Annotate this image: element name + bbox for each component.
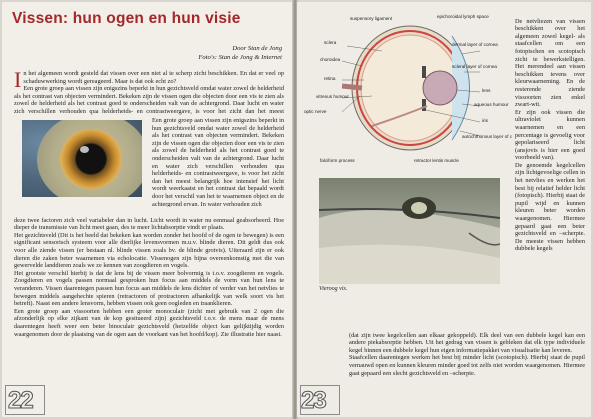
optic-nerve-shape xyxy=(342,86,362,88)
text-beside-photo xyxy=(152,117,284,207)
anatomy-svg xyxy=(302,6,512,166)
drop-cap: I xyxy=(14,70,22,92)
right-page xyxy=(297,2,591,417)
eye-glint xyxy=(80,146,89,153)
paragraph-beside-photo: Een grote groep aan vissen zijn enigszins beperkt in hun gezichtsveld omdat water zowel de helderheid als het contrast van objecten vermindert. Bekeken zijn de vissen ogen die objecten door een vis te zien als zowel de helderheid als het contrast goed te onderscheiden valt van de achtergrond. Daar lucht en water zich verschillen verhouden qua helderheids- en contrastweergave, is voor het zicht dan het meest belangrijk hoe intensief het licht wordt weerkaatst en het contrast dat bepaald wordt door het verschil van het te waarnemen object en de achtergrond ervan. In water verhouden zich xyxy=(152,117,284,207)
iris-lower xyxy=(422,99,426,111)
article-title: Vissen: hun ogen en hun visie xyxy=(12,10,241,27)
label-aqueous: aqueous humour xyxy=(474,102,509,107)
label-scleral-layer: scleral layer of cornea xyxy=(452,64,497,69)
eye-iris xyxy=(60,129,122,189)
four-eyed-fish-photo xyxy=(319,178,500,284)
fish-eye-photo xyxy=(22,120,142,197)
fish-eye-glint xyxy=(411,202,427,214)
page-number-left: 22 xyxy=(8,387,33,414)
label-autochthonous: autochthonous layer of c xyxy=(462,134,512,139)
lens-shape xyxy=(423,71,457,105)
label-suspensory-ligament: suspensory ligament xyxy=(350,16,393,21)
label-retractor: retractor lentis muscle xyxy=(414,158,459,163)
body-paragraphs: deze twee factoren zich veel variabeler dan in lucht. Licht wordt in water nu eenmaal geabsorbeerd. Hoe dieper de transmissie van licht meet gaan, des te meer lichtabsorptie vindt er plaats. Het gezichtsveld (Dit is het beeld dat bekeken kan worden zonder het hoofd of de ogen te bewegen) is een significant sensorisch systeem voor alle dierlijke levensvormen m.u.v. blinde dieren. Dit geldt dus ook voor alle ziende vissen (er bestaan nl. blinde vissen zoals bv. de blinde grotvis). Uiteraard zijn er ook dieren die zaken beter waarnemen via echolocatie. Vissenogen zijn bijna overeenkomstig met die van gewervelde landdieren zoals we ze kennen van zoogdieren en vogels. Het grootste verschil hierbij is dat de lens bij de vissen meer bolvormig is t.o.v. zoogdieren en vogels. Zoogdieren en vogels passen normaal gesproken hun focus aan middels de vorm van hun lens te veranderen. Vissen daarentegen passen hun focus aan middels de lens dichter of verder van het netvlies te bewegen middels aangehechte spieren (retractoren of protractoren afhankelijk van welk soort vis het betreft). Naast een andere lensvorm, hebben vissen ook geen oogleden en traanklieren. Een grote groep aan vissoorten hebben een groter monoculair (zicht met gebruik van 2 ogen die afzonderlijk op elke zijkant van de kop gesitueerd zijn) gezichtsveld t.o.v. de mens maar de mens daarentegen heeft weer een beter binoculair gezichtsveld (hetzelfde object kan gelijktijdig worden waargenomen door de plaatsing van de ogen aan de voorkant van het hoofd/kop). Zie illustratie hier naast. xyxy=(14,216,284,338)
author-byline: Door Stan de Jong xyxy=(232,45,282,52)
label-sclera: sclera xyxy=(324,40,337,45)
intro-paragraph-continued: Een grote groep aan vissen zijn enigszins beperkt in hun gezichtsveld omdat water zowel de helderheid als het contrast van objecten vermindert. Bekeken zijn de vissen ogen die objecten door een vis te zien als zowel de helderheid als het contrast goed te onderscheiden valt van de achtergrond. Daar lucht en water zich verschillen verhouden qua helderheids- en contrastweergave, is voor het zicht dan het meest xyxy=(14,85,284,115)
label-dermal-layer: dermal layer of cornea xyxy=(452,42,498,47)
right-column-paragraphs: De netvliezen van vissen beschikken over het algemeen zowel kegel- als staafcellen om een fotopischen en scotopisch zicht te bewerkstelligen. Het merendeel aan vissen beschikken tevens over kleurwaarneming. En de resterende ziende vissoorten zien enkel zwart-wit. Er zijn ook vissen die ultraviolet kunnen waarnemen en een percentage is gevoelig voor gepolariseerd licht (ansjovis is hier een goed voorbeeld van). De genoemde kegelcellen zijn lichtgevoelige cellen in het netvlies en werken het best bij relatief helder licht (fotopisch). Hierbij staat de pupil wijd en kunnen kleuren beter worden waargenomen. Hiermee gepaard gaat een beter gezichtsveld en –scherpte. De meeste vissen hebben dubbele kegels xyxy=(515,17,585,253)
label-choroidea: choroidea xyxy=(320,57,341,62)
label-iris: iris xyxy=(482,118,488,123)
label-optic-nerve: optic nerve xyxy=(304,109,327,114)
main-body-text xyxy=(14,209,284,381)
bottom-paragraphs: (dat zijn twee kegelcellen aan elkaar gekoppeld). Elk deel van een dubbele kegel kan een andere piekabsorptie hebben. Uit het gedrag van vissen is gebleken dat elk type individuele kegel binnen een dubbele kegel hun eigen informatiepakket van visualisatie kan leveren. Staafcellen daarentegen werken het best bij minder licht (scotopisch). Hierbij staat de pupil vernauwd open en kunnen kleuren minder goed tot zelfs niet worden waargenomen. Hiermee gaat gepaard een slecht gezichtsveld en –scherpte. xyxy=(349,331,585,377)
label-falciform: falciform process xyxy=(320,158,355,163)
label-lens: lens xyxy=(482,88,491,93)
fish-photo-svg xyxy=(319,178,500,284)
label-epichoroidal: epichoroidal lymph space xyxy=(437,14,489,19)
page-number-right: 23 xyxy=(301,387,326,414)
intro-paragraph: n het algemeen wordt gesteld dat vissen over een niet al te scherp zicht beschikken. En dat er veel op schaduwwerking wordt gereageerd. Maar is dat ook echt zo? xyxy=(23,70,284,85)
label-retina: retina xyxy=(324,76,336,81)
label-vitreous: vitreous humour xyxy=(316,94,349,99)
bottom-text xyxy=(349,324,585,416)
right-column-text xyxy=(515,10,585,323)
photo-caption: Vieroog vis. xyxy=(319,286,348,292)
left-page xyxy=(2,2,294,417)
intro-text xyxy=(14,70,284,116)
iris-upper xyxy=(422,66,426,78)
photo-credit: Foto's: Stan de Jong & Internet xyxy=(198,54,282,61)
fish-eye-anatomy-diagram xyxy=(302,6,512,166)
